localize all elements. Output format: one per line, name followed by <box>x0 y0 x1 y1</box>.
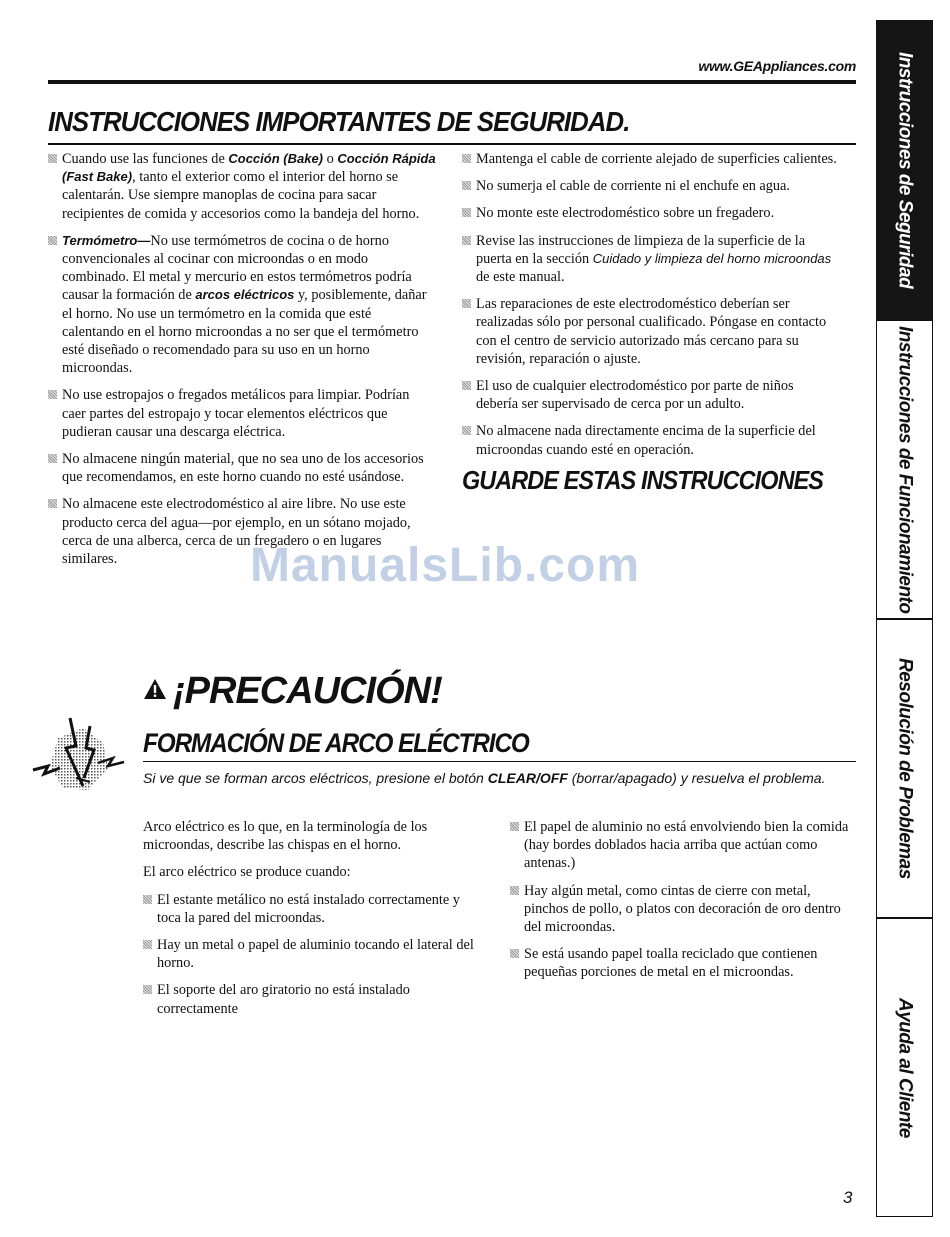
safety-item-scouring: No use estropajos o fregados metálicos para limpiar. Podrían caer partes del estropajo y tocar elementos eléctricos que pudieran causar una descarga eléctrica. <box>48 386 436 441</box>
arcing-right-column <box>510 818 850 991</box>
arcing-subtitle: FORMACIÓN DE ARCO ELÉCTRICO <box>143 728 529 758</box>
arcing-causes-lead: El arco eléctrico se produce cuando: <box>143 864 351 881</box>
item-text: No use termómetros de cocina o de horno convencionales al cocinar con microondas o en modo combinado. El metal y mercurio en estos termómetros podría causar la formación de <box>62 232 412 304</box>
item-bold-term: Termómetro— <box>62 232 151 248</box>
item-text: Revise las instrucciones de limpieza de la superficie de la puerta en la sección <box>476 232 806 267</box>
item-text: de este manual. <box>476 269 565 286</box>
item-bold-term: Cocción Rápida (Fast Bake) <box>62 151 436 185</box>
tab-label: Ayuda al Cliente <box>894 997 916 1138</box>
item-section-ref: Cuidado y limpieza del horno microondas <box>592 250 832 266</box>
tab-customer-help[interactable] <box>876 918 933 1217</box>
arcing-cause: Hay un metal o papel de aluminio tocando el lateral del horno. <box>143 936 483 972</box>
safety-item-cleaning <box>462 232 838 287</box>
safety-item-cord-water: No sumerja el cable de corriente ni el enchufe en agua. <box>462 177 838 195</box>
item-text: Cuando use las funciones de <box>62 151 229 167</box>
caution-title: ¡PRECAUCIÓN! <box>173 670 442 712</box>
arcing-cause: El soporte del aro giratorio no está instalado correctamente <box>143 981 483 1017</box>
tab-label: Instrucciones de Funcionamiento <box>894 325 916 614</box>
arcing-definition: Arco eléctrico es lo que, en la terminología de los microondas, describe las chispas en el horno. <box>143 819 428 854</box>
tab-safety[interactable] <box>876 20 933 320</box>
item-text: o <box>323 151 338 167</box>
safety-item-children: El uso de cualquier electrodoméstico por parte de niños debería ser supervisado de cerca por un adulto. <box>462 377 838 413</box>
section-tabs <box>876 20 933 1217</box>
caution-header <box>143 670 442 713</box>
safety-item-cord-heat: Mantenga el cable de corriente alejado de superficies calientes. <box>462 150 838 168</box>
page-number: 3 <box>843 1188 853 1207</box>
safety-left-column <box>48 150 436 577</box>
safety-item-sink: No monte este electrodoméstico sobre un fregadero. <box>462 204 838 222</box>
electric-arc-icon <box>28 708 128 803</box>
item-text: y, posiblemente, dañar el horno. No use un termómetro en la comida que esté calentando en el horno microondas a no ser que el termómetro esté diseñado o recomendado para su uso en un horno microondas. <box>62 287 427 377</box>
safety-right-column <box>462 150 838 495</box>
safety-item-thermometer <box>48 232 436 378</box>
tab-troubleshooting[interactable] <box>876 619 933 918</box>
clear-off-label: CLEAR/OFF <box>487 770 568 786</box>
arcing-left-column <box>143 818 483 1027</box>
website-url: www.GEAppliances.com <box>698 58 856 74</box>
safety-item-bake <box>48 150 436 223</box>
arcing-rule <box>143 761 856 762</box>
item-bold-term: arcos eléctricos <box>195 287 295 303</box>
title-rule <box>48 143 856 145</box>
safety-item-outdoor: No almacene este electrodoméstico al aire libre. No use este producto cerca del agua—por ejemplo, en un sótano mojado, cerca de una alberca, cerca de un fregadero o en lugares similares. <box>48 495 436 568</box>
arcing-cause: Se está usando papel toalla reciclado que contienen pequeñas porciones de metal en el microondas. <box>510 945 850 981</box>
watermark: ManualsLib.com <box>250 539 641 592</box>
item-bold-term: Cocción (Bake) <box>228 151 324 166</box>
instruction-text: (borrar/apagado) y resuelva el problema. <box>567 770 826 786</box>
top-rule <box>48 80 856 84</box>
safety-item-storage: No almacene ningún material, que no sea uno de los accesorios que recomendamos, en este horno cuando no esté usándose. <box>48 450 436 486</box>
tab-operating[interactable] <box>876 320 933 619</box>
safety-item-repairs: Las reparaciones de este electrodoméstico deberían ser realizadas sólo por personal cualificado. Póngase en contacto con el centro de servicio autorizado más cercano para su revisión, reparación o ajuste. <box>462 295 838 368</box>
arcing-cause: El papel de aluminio no está envolviendo bien la comida (hay bordes doblados hacia arriba que actúan como antenas.) <box>510 818 850 873</box>
item-text: , tanto el exterior como el interior del horno se calentarán. Use siempre manoplas de cocina para sacar recipientes de comida y accesorios como la bandeja del horno. <box>62 169 420 222</box>
save-instructions-heading: GUARDE ESTAS INSTRUCCIONES <box>462 464 823 495</box>
instruction-text: Si ve que se forman arcos eléctricos, presione el botón <box>143 770 488 786</box>
tab-label: Instrucciones de Seguridad <box>894 51 916 289</box>
arcing-instruction <box>143 769 843 787</box>
tab-label: Resolución de Problemas <box>894 658 916 879</box>
arcing-cause: Hay algún metal, como cintas de cierre con metal, pinchos de pollo, o platos con decoración de oro dentro del microondas. <box>510 882 850 937</box>
safety-item-top-surface: No almacene nada directamente encima de la superficie del microondas cuando esté en operación. <box>462 422 838 458</box>
warning-triangle-icon <box>143 678 167 705</box>
arcing-cause: El estante metálico no está instalado correctamente y toca la pared del microondas. <box>143 891 483 927</box>
page-title: INSTRUCCIONES IMPORTANTES DE SEGURIDAD. <box>48 106 630 137</box>
